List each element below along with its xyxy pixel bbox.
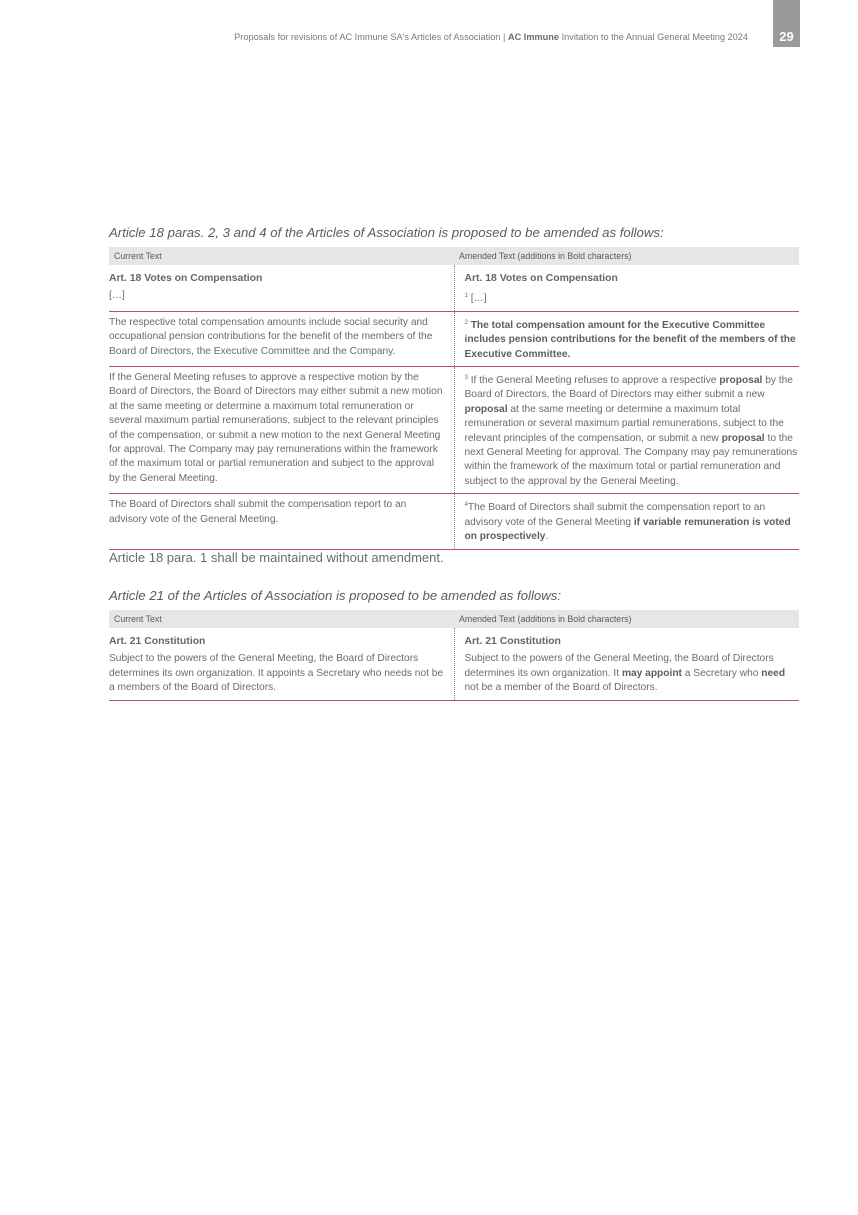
amended-text: at the same meeting or determine a maximum total remuneration or several maximum partial remunerations, subject to the relevant principles of the compensation, or submit a new [464, 403, 784, 444]
table-header-row [109, 610, 799, 628]
article-title: Art. 21 Constitution [109, 636, 206, 647]
page-number-tab [773, 0, 800, 47]
header-divider: | [502, 32, 506, 42]
article21-table [109, 610, 799, 701]
amended-bold-text: proposal [719, 375, 763, 387]
current-cell: The Board of Directors shall submit the compensation report to an advisory vote of the General Meeting. [109, 494, 454, 549]
current-cell: The respective total compensation amounts include social security and occupational pension contributions for the benefit of the members of the Board of Directors, the Executive Committee and the Company. [109, 311, 454, 366]
amended-text [465, 289, 800, 306]
amended-text [465, 652, 800, 695]
section1-title: Article 18 paras. 2, 3 and 4 of the Articles of Association is proposed to be amended as follows: [109, 225, 664, 240]
amended-text: If the General Meeting refuses to approve a respective [470, 375, 717, 387]
amended-bold-text: proposal [464, 403, 508, 415]
amended-cell [454, 628, 799, 700]
amended-cell [454, 265, 799, 311]
table-row [109, 494, 799, 549]
current-text: […] [109, 290, 125, 302]
amended-text: by the Board of Directors, the Board of Directors may either submit a new [464, 375, 793, 401]
amended-cell [454, 311, 799, 366]
table-row [109, 628, 799, 700]
amended-text-part: not be a member of the Board of Directors. [464, 682, 658, 694]
article-title: Art. 18 Votes on Compensation [109, 273, 263, 284]
amended-text: . [545, 531, 549, 543]
page-number: 29 [779, 29, 794, 44]
amended-text: to the next General Meeting for approval. The Company may pay remunerations within the framework of the maximum total or partial remuneration and subject to the approval by the General Meeting. [464, 432, 798, 487]
table-row [109, 265, 799, 311]
col-amended-header: Amended Text (additions in Bold characters) [454, 247, 799, 265]
section2-title: Article 21 of the Articles of Association is proposed to be amended as follows: [109, 588, 562, 603]
article-title: Art. 21 Constitution [464, 636, 561, 647]
maintained-note: Article 18 para. 1 shall be maintained without amendment. [109, 550, 444, 565]
article18-table [109, 247, 799, 550]
para-number: 3 [464, 375, 468, 382]
header-brand: AC Immune [507, 32, 559, 42]
current-cell [109, 628, 454, 700]
amended-bold-text: if variable remuneration is voted on prospectively [464, 516, 791, 543]
amended-text: The Board of Directors shall submit the compensation report to an advisory vote of the General Meeting [464, 502, 766, 528]
header-left-text: Proposals for revisions of AC Immune SA's Articles of Association [234, 32, 501, 42]
para-number: 4 [464, 502, 468, 509]
article-title: Art. 18 Votes on Compensation [464, 273, 618, 284]
table-row [109, 367, 799, 494]
amended-cell [454, 367, 799, 494]
col-current-header: Current Text [109, 610, 454, 628]
col-current-header: Current Text [109, 247, 454, 265]
para-number: 2 [464, 319, 468, 326]
header-right-text: Invitation to the Annual General Meeting 2024 [561, 32, 748, 42]
current-cell: If the General Meeting refuses to approve a respective motion by the Board of Directors, the Board of Directors may either submit a new motion at the same meeting or determine a maximum total remuneration or several maximum partial remunerations, subject to the relevant principles of the compensation, or submit a new motion to the next General Meeting for approval. The Company may pay remunerations within the framework of the maximum total or partial remuneration and subject to the approval by the General Meeting. [109, 367, 454, 494]
table-header-row [109, 247, 799, 265]
current-cell [109, 265, 454, 311]
amended-bold-text: proposal [721, 432, 765, 444]
amended-text-part: a Secretary who [684, 667, 759, 679]
amended-text-part: Subject to the powers of the General Meeting, the Board of Directors determines its own organization. It [464, 653, 774, 679]
running-header [234, 32, 748, 42]
table-row [109, 311, 799, 366]
para-number: 1 [464, 293, 468, 300]
amended-bold-text: may appoint [621, 667, 682, 679]
current-text: Subject to the powers of the General Meeting, the Board of Directors determines its own organization. It appoints a Secretary who needs not be a members of the Board of Directors. [109, 653, 444, 694]
amended-bold-text: need [761, 667, 786, 679]
amended-cell [454, 494, 799, 549]
amended-text-body: […] [470, 293, 487, 305]
amended-bold-text: The total compensation amount for the Executive Committee includes pension contributions for the benefit of the members of the Executive Committee. [464, 319, 796, 360]
col-amended-header: Amended Text (additions in Bold characters) [454, 610, 799, 628]
